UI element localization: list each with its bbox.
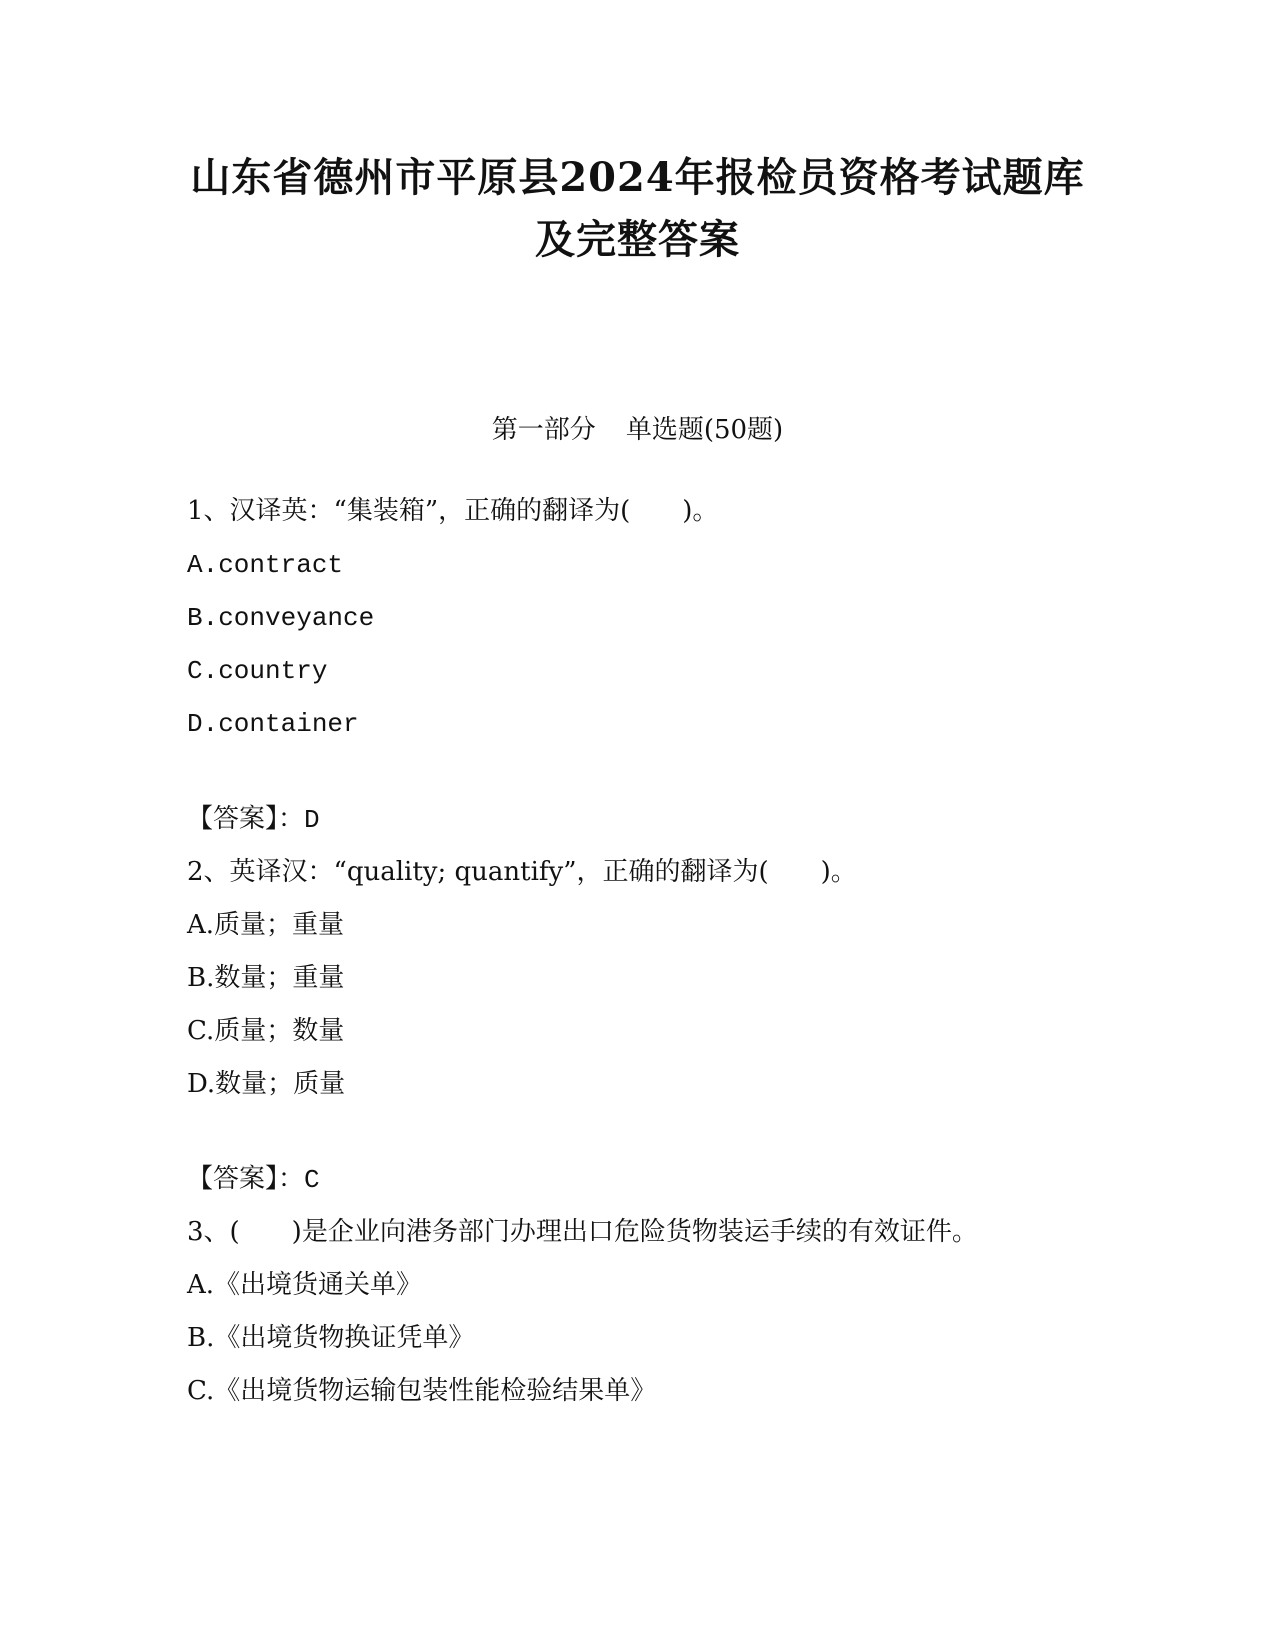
- answer-label: 【答案】：: [187, 1164, 305, 1194]
- question-2-option-c: C.质量；数量: [187, 1016, 345, 1046]
- question-1-option-a: A.contract: [187, 550, 344, 580]
- section-part: 第一部分: [491, 415, 596, 445]
- question-2-stem: 2、英译汉：“quality; quantify”，正确的翻译为( )。: [187, 857, 857, 887]
- question-1-stem: 1、汉译英：“集装箱”，正确的翻译为( )。: [187, 496, 719, 526]
- question-1-option-d: D.container: [187, 709, 359, 739]
- question-3-option-a: A.《出境货通关单》: [187, 1270, 423, 1300]
- document-title-line-2: 及完整答案: [535, 216, 740, 263]
- question-3-stem: 3、( )是企业向港务部门办理出口危险货物装运手续的有效证件。: [187, 1217, 978, 1247]
- question-1-answer: [187, 802, 320, 837]
- question-2-option-b: B.数量；重量: [187, 963, 345, 993]
- section-heading: [0, 413, 1275, 447]
- question-2-answer: [187, 1162, 320, 1197]
- answer-value: C: [304, 1165, 320, 1195]
- question-3-option-c: C.《出境货物运输包装性能检验结果单》: [187, 1376, 657, 1406]
- question-1-option-c: C.country: [187, 656, 328, 686]
- question-2-option-a: A.质量；重量: [187, 910, 345, 940]
- section-name: 单选题(50题): [625, 415, 784, 445]
- question-2-option-d: D.数量；质量: [187, 1069, 346, 1099]
- document-title-line-1: 山东省德州市平原县2024年报检员资格考试题库: [190, 154, 1085, 201]
- question-3-option-b: B.《出境货物换证凭单》: [187, 1323, 475, 1353]
- question-1-option-b: B.conveyance: [187, 603, 375, 633]
- answer-label: 【答案】：: [187, 804, 305, 834]
- answer-value: D: [304, 805, 320, 835]
